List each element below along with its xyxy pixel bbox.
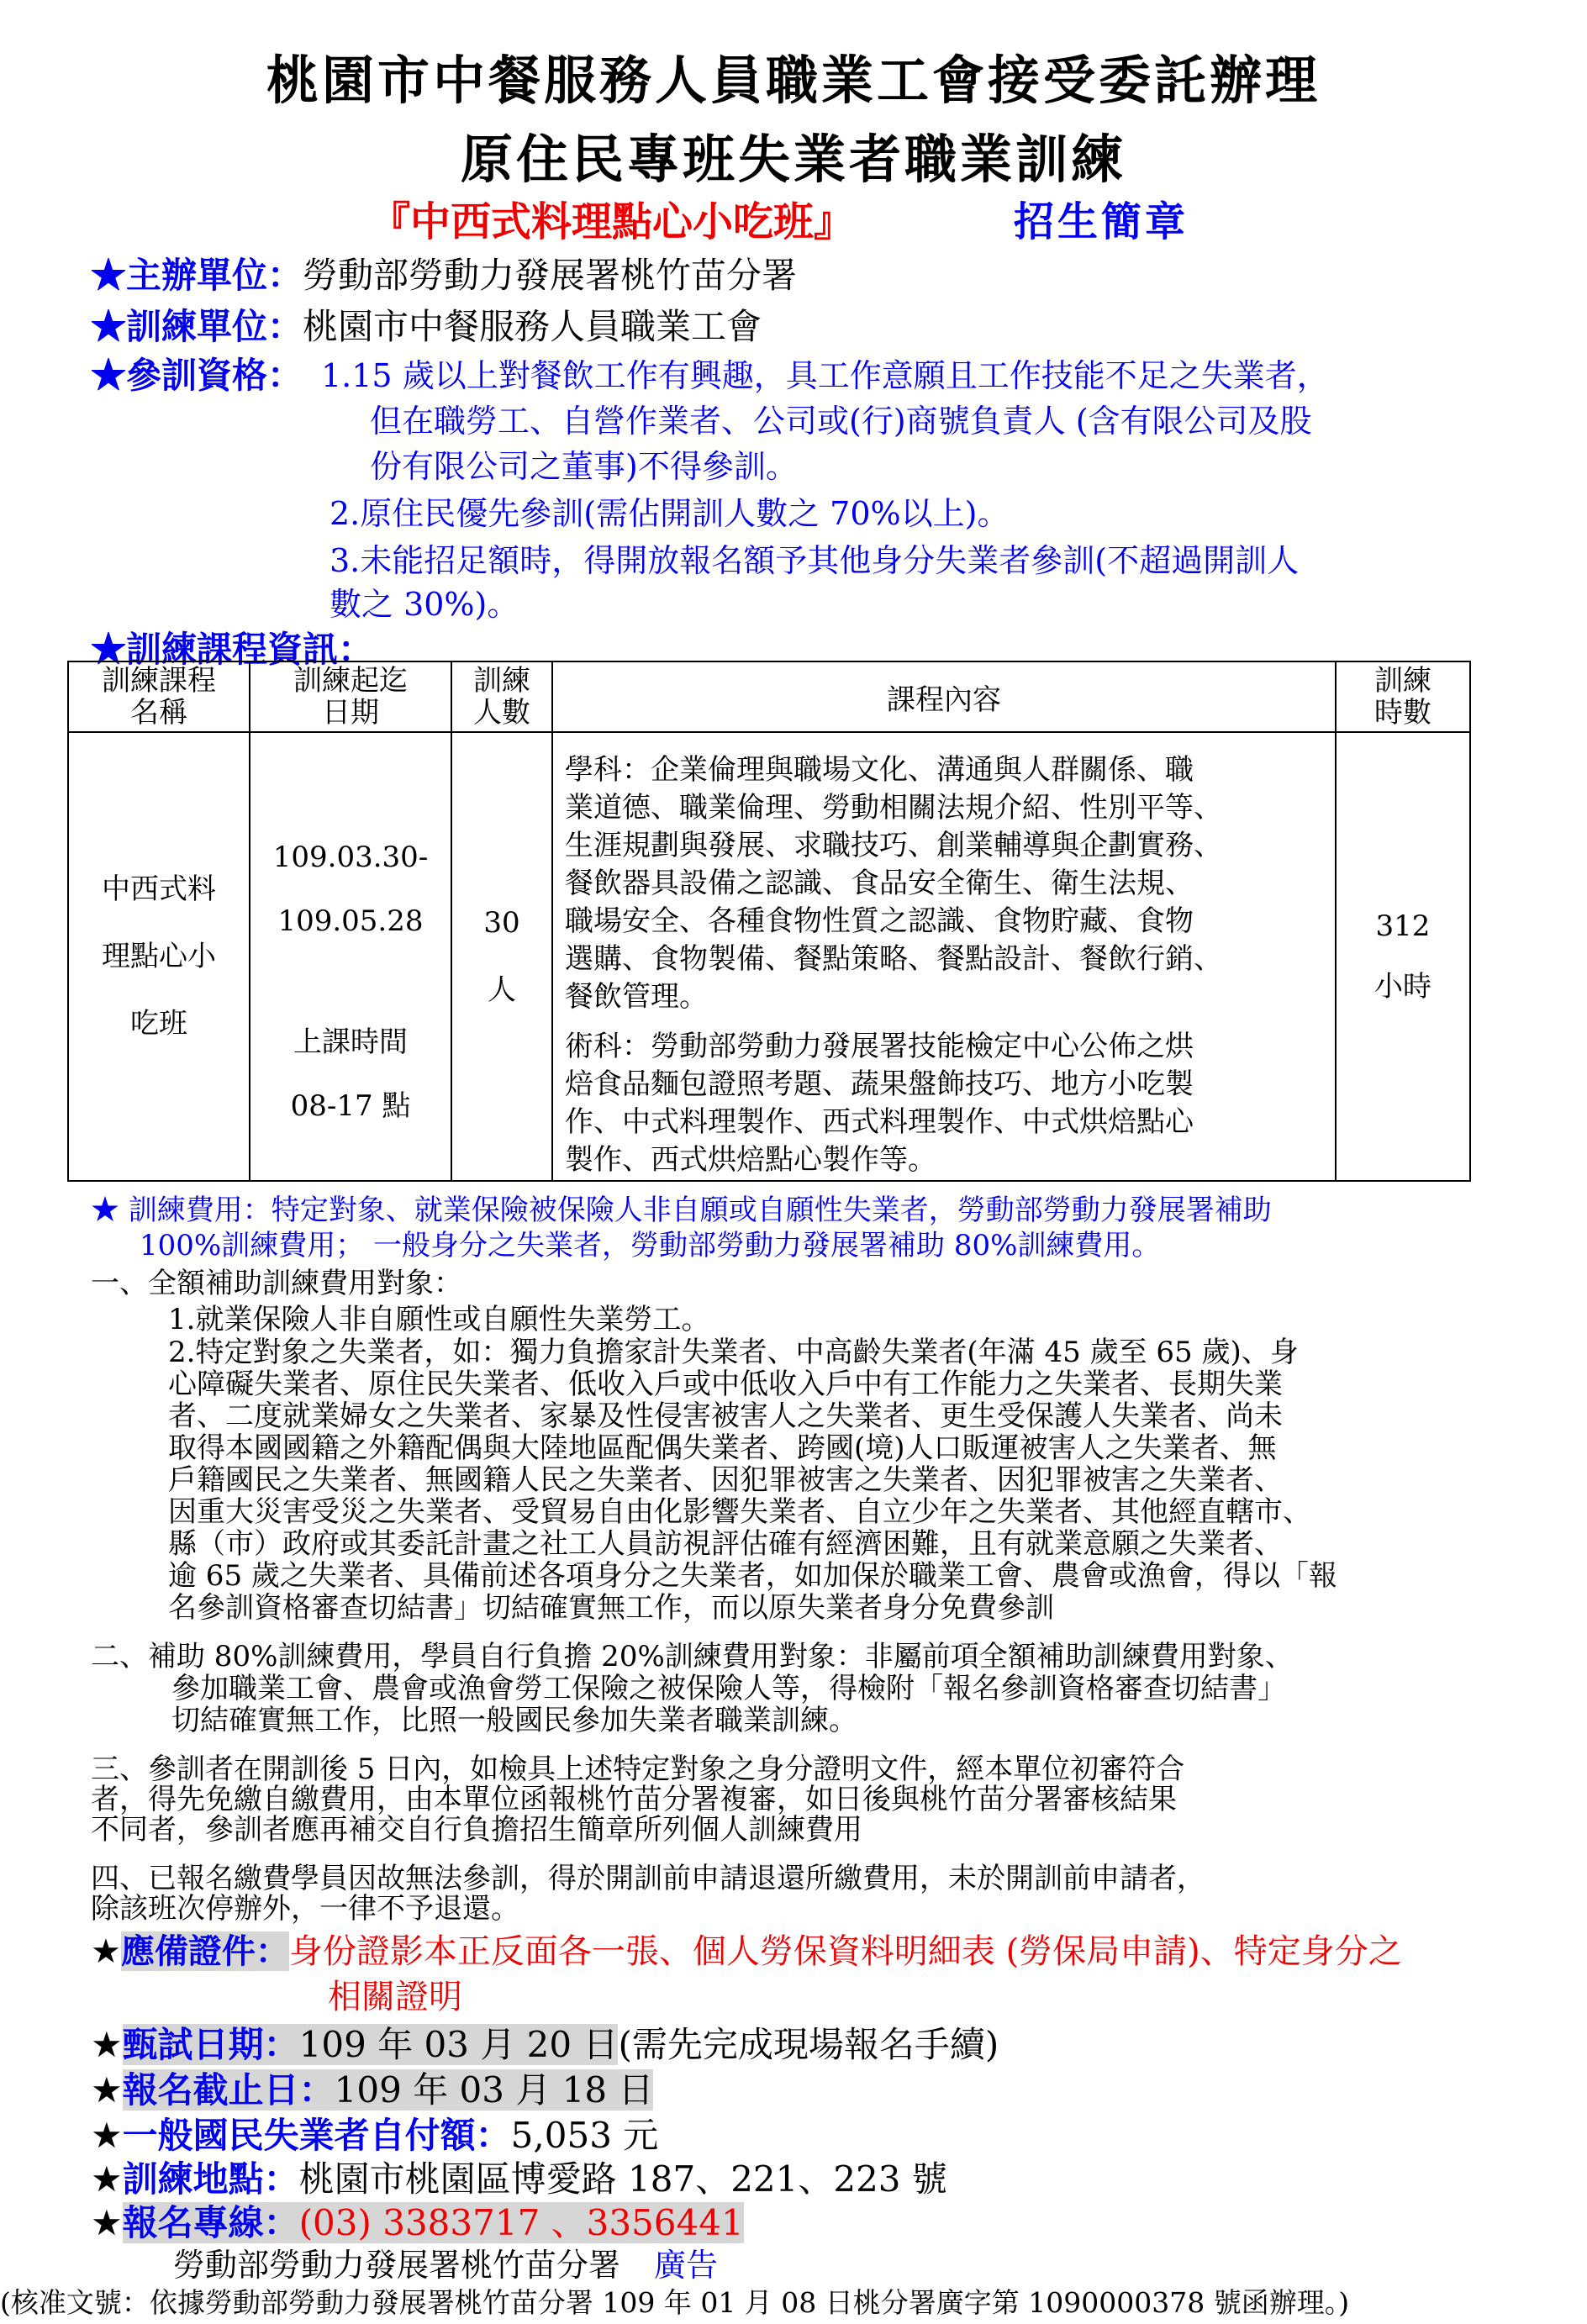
theory-line: 選購、食物製備、餐點策略、餐點設計、餐飲行銷、 [565, 942, 1222, 976]
hours-unit: 小時 [1374, 970, 1431, 1004]
class-name: 『中西式料理點心小吃班』 [370, 198, 855, 245]
documents-label: 應備證件： [120, 1931, 289, 1971]
date-start: 109.03.30- [272, 841, 429, 874]
section4-line: 除該班次停辦外，一律不予退還。 [91, 1892, 519, 1926]
hotline-label: 報名專線： [122, 2202, 299, 2243]
practice-line: 焙食品麵包證照考題、蔬果盤飾技巧、地方小吃製 [565, 1067, 1194, 1101]
page-title-line1: 桃園市中餐服務人員職業工會接受委託辦理 [266, 50, 1321, 111]
fee-line1: ★ 訓練費用：特定對象、就業保險被保險人非自願或自願性失業者，勞動部勞動力發展署補助 [91, 1194, 1272, 1227]
theory-line: 職場安全、各種食物性質之認識、食物貯藏、食物 [565, 904, 1194, 938]
theory-line: 餐飲管理。 [565, 980, 708, 1014]
section1-heading: 一、全額補助訓練費用對象： [91, 1267, 462, 1300]
header-text: 名稱 [130, 696, 187, 730]
deadline-value: 109 年 03 月 18 日 [334, 2069, 654, 2111]
section2-line: 二、補助 80%訓練費用，學員自行負擔 20%訓練費用對象：非屬前項全額補助訓練費用對象、 [91, 1640, 1294, 1673]
section2-line: 參加職業工會、農會或漁會勞工保險之被保險人等，得檢附「報名參訓資格審查切結書」 [171, 1672, 1286, 1705]
course-name-cell [68, 732, 250, 1181]
location-row [91, 2152, 947, 2202]
self-pay-row [91, 2108, 658, 2158]
class-time-label: 上課時間 [293, 1025, 408, 1059]
header-content: 課程內容 [552, 661, 1336, 732]
hours-value: 312 [1375, 909, 1431, 943]
organizer-row [91, 248, 797, 298]
header-text: 時數 [1374, 696, 1431, 730]
theory-line: 學科：企業倫理與職場文化、溝通與人群關係、職 [565, 753, 1194, 787]
theory-line: 生涯規劃與發展、求職技巧、創業輔導與企劃實務、 [565, 829, 1222, 862]
organizer-label: ★主辦單位： [91, 255, 303, 296]
documents-value: 身份證影本正反面各一張、個人勞保資料明細表 (勞保局申請)、特定身分之 [288, 1932, 1402, 1971]
hotline-row [91, 2195, 744, 2246]
trainer-value: 桃園市中餐服務人員職業工會 [303, 306, 762, 347]
deadline-row [91, 2063, 653, 2113]
course-name-text: 理點心小 [102, 940, 216, 973]
deadline-label: 報名截止日： [122, 2069, 335, 2111]
section1-line: 1.就業保險人非自願性或自願性失業勞工。 [168, 1303, 710, 1336]
section3-line: 者，得先免繳自繳費用，由本單位函報桃竹苗分署複審，如日後與桃竹苗分署審核結果 [91, 1783, 1177, 1816]
count-unit: 人 [488, 973, 516, 1007]
date-end: 109.05.28 [277, 904, 424, 938]
header-text: 訓練課程 [102, 664, 216, 698]
documents-row [91, 1925, 1402, 1973]
header-text: 訓練 [473, 664, 530, 698]
section1-line: 逾 65 歲之失業者、具備前述各項身分之失業者，如加保於職業工會、農會或漁會，得以「報 [168, 1559, 1337, 1593]
trainer-row [91, 299, 762, 350]
header-text: 訓練起迄 [293, 664, 408, 698]
section3-line: 三、參訓者在開訓後 5 日內，如檢具上述特定對象之身分證明文件，經本單位初審符合 [91, 1752, 1185, 1786]
header-count [451, 661, 552, 732]
table-row [68, 732, 1470, 1181]
footer-approval: (核准文號：依據勞動部勞動力發展署桃竹苗分署 109 年 01 月 08 日桃分署廣字第 1090000378 號函辦理。) [0, 2286, 1350, 2319]
class-time-value: 08-17 點 [290, 1089, 411, 1123]
location-value: 桃園市桃園區博愛路 187、221、223 號 [298, 2158, 947, 2200]
location-label: 訓練地點： [122, 2158, 299, 2200]
hotline-value: (03) 3383717 、3356441 [298, 2202, 744, 2243]
section1-line: 名參訓資格審查切結書」切結確實無工作，而以原失業者身分免費參訓 [168, 1591, 1054, 1625]
section1-line: 取得本國國籍之外籍配偶與大陸地區配偶失業者、跨國(境)人口販運被害人之失業者、無 [168, 1431, 1277, 1465]
self-pay-value: 5,053 元 [510, 2115, 659, 2156]
fee-line2: 100%訓練費用； 一般身分之失業者，勞動部勞動力發展署補助 80%訓練費用。 [140, 1229, 1161, 1262]
header-text: 訓練 [1374, 664, 1431, 698]
section4-line: 四、已報名繳費學員因故無法參訓，得於開訓前申請退還所繳費用，未於開訓前申請者， [91, 1862, 1205, 1895]
header-text: 日期 [322, 696, 379, 730]
eligibility-line: 3.未能招足額時，得開放報名額予其他身分失業者參訓(不超過開訓人 [330, 542, 1300, 579]
section2-line: 切結確實無工作，比照一般國民參加失業者職業訓練。 [171, 1704, 857, 1737]
course-name-text: 中西式料 [102, 872, 216, 906]
theory-line: 業道德、職業倫理、勞動相關法規介紹、性別平等、 [565, 791, 1222, 825]
theory-line: 餐飲器具設備之認識、食品安全衛生、衛生法規、 [565, 867, 1194, 900]
eligibility-line: 但在職勞工、自營作業者、公司或(行)商號負責人 (含有限公司及股 [370, 403, 1312, 440]
section1-line: 縣（市）政府或其委託計畫之社工人員訪視評估確有經濟困難，且有就業意願之失業者、 [168, 1527, 1283, 1561]
count-cell [451, 732, 552, 1181]
star-icon: ★ [91, 2115, 123, 2156]
documents-value-cont: 相關證明 [328, 1978, 462, 2016]
page-title-line2: 原住民專班失業者職業訓練 [460, 129, 1126, 190]
header-dates [250, 661, 451, 732]
course-info-label: ★訓練課程資訊： [91, 629, 374, 670]
brochure-label: 招生簡章 [1014, 198, 1189, 245]
organizer-value: 勞動部勞動力發展署桃竹苗分署 [303, 255, 798, 296]
eligibility-label: ★參訓資格： [91, 355, 303, 396]
star-icon: ★ [91, 2158, 123, 2200]
practice-line: 製作、西式烘焙點心製作等。 [565, 1143, 936, 1177]
star-icon: ★ [91, 2069, 123, 2111]
header-text: 人數 [473, 696, 530, 730]
section1-line: 者、二度就業婦女之失業者、家暴及性侵害被害人之失業者、更生受保護人失業者、尚未 [168, 1399, 1283, 1433]
dates-cell [250, 732, 451, 1181]
section1-line: 2.特定對象之失業者，如：獨力負擔家計失業者、中高齡失業者(年滿 45 歲至 65 歲)、身 [168, 1336, 1299, 1369]
star-icon: ★ [91, 1932, 121, 1971]
theory-block [565, 751, 1326, 1016]
practice-block [565, 1028, 1326, 1179]
trainer-label: ★訓練單位： [91, 306, 303, 347]
star-icon: ★ [91, 2024, 123, 2065]
course-table [67, 661, 1471, 1182]
course-name-text: 吃班 [130, 1007, 187, 1041]
section1-line: 心障礙失業者、原住民失業者、低收入戶或中低收入戶中有工作能力之失業者、長期失業 [168, 1368, 1283, 1401]
footer-ad: 廣告 [654, 2247, 719, 2284]
exam-note: (需先完成現場報名手續) [618, 2024, 999, 2065]
eligibility-line: 2.原住民優先參訓(需佔開訓人數之 70%以上)。 [330, 495, 1010, 532]
footer-agency-row [173, 2239, 718, 2285]
exam-value: 109 年 03 月 20 日 [298, 2024, 619, 2065]
table-header-row [68, 661, 1470, 732]
section1-line: 戶籍國民之失業者、無國籍人民之失業者、因犯罪被害之失業者、因犯罪被害之失業者、 [168, 1463, 1283, 1497]
exam-row [91, 2017, 999, 2068]
count-value: 30 [483, 906, 520, 940]
footer-agency: 勞動部勞動力發展署桃竹苗分署 [173, 2247, 621, 2284]
eligibility-line: 份有限公司之董事)不得參訓。 [370, 448, 798, 485]
section3-line: 不同者，參訓者應再補交自行負擔招生簡章所列個人訓練費用 [91, 1813, 862, 1847]
hours-cell [1336, 732, 1470, 1181]
header-hours [1336, 661, 1470, 732]
section1-line: 因重大災害受災之失業者、受貿易自由化影響失業者、自立少年之失業者、其他經直轄市、 [168, 1495, 1311, 1529]
eligibility-line: 數之 30%)。 [330, 586, 519, 623]
header-course-name [68, 661, 250, 732]
practice-line: 術科：勞動部勞動力發展署技能檢定中心公佈之烘 [565, 1030, 1194, 1063]
eligibility-line: 1.15 歲以上對餐飲工作有興趣，具工作意願且工作技能不足之失業者， [321, 357, 1329, 394]
star-icon: ★ [91, 2202, 123, 2243]
exam-label: 甄試日期： [122, 2024, 299, 2065]
self-pay-label: 一般國民失業者自付額： [122, 2115, 511, 2156]
practice-line: 作、中式料理製作、西式料理製作、中式烘焙點心 [565, 1105, 1194, 1139]
content-cell [552, 732, 1336, 1181]
